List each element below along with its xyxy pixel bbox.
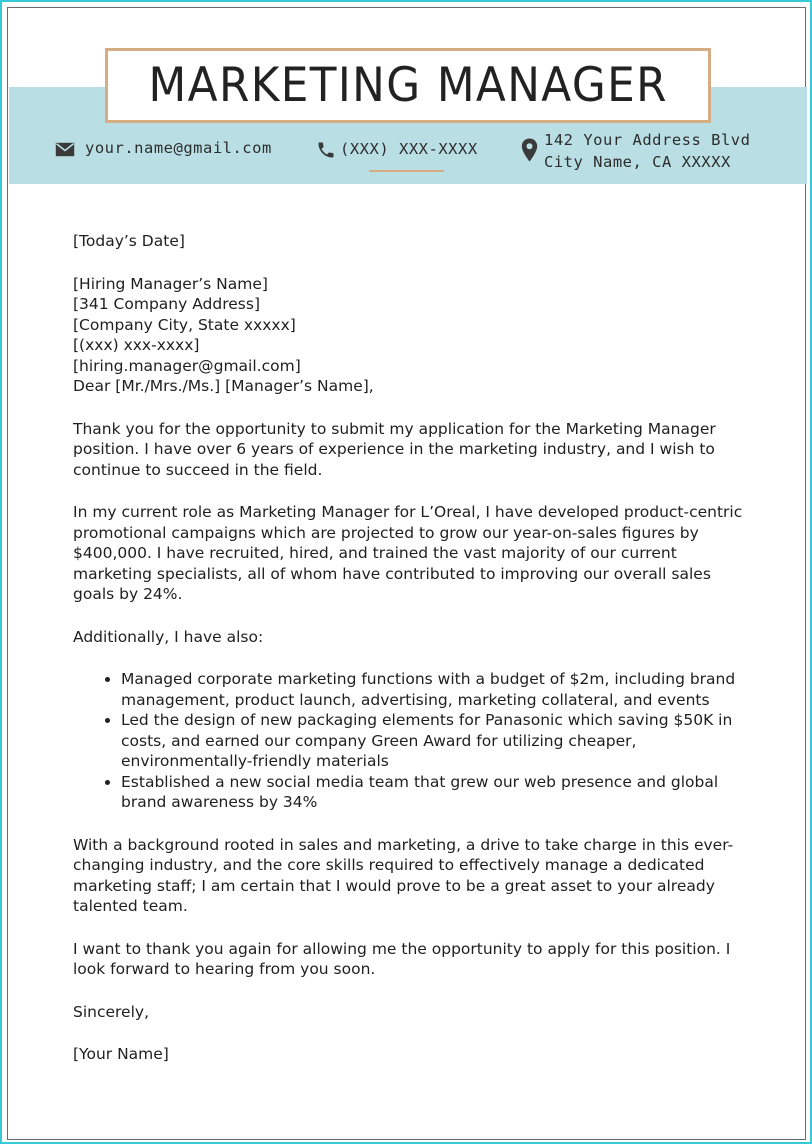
signature: [Your Name] (73, 1045, 169, 1063)
envelope-icon (55, 142, 75, 157)
contact-address-line1: 142 Your Address Blvd (544, 131, 751, 149)
paragraph-intro: Thank you for the opportunity to submit my application for the Marketing Manager position. I have over 6 years of experience in the marketing industry, and I wish to continue to succeed in the field. (73, 419, 716, 479)
list-item: • Led the design of new packaging elements for Panasonic which saving $50K in costs, and earned our company Green Award for utilizing cheaper, environmentally-friendly materials (121, 710, 753, 772)
location-pin-icon (521, 138, 538, 162)
contact-email: your.name@gmail.com (85, 139, 272, 157)
contact-address-line2: City Name, CA XXXXX (544, 153, 731, 171)
page-title: MARKETING MANAGER (148, 58, 668, 113)
achievement-list (73, 669, 753, 813)
recipient-email: [hiring.manager@gmail.com] (73, 356, 301, 375)
paragraph-thanks: I want to thank you again for allowing me the opportunity to apply for this position. I look forward to hearing from you soon. (73, 939, 731, 978)
paragraph-additionally: Additionally, I have also: (73, 627, 264, 646)
salutation: Dear [Mr./Mrs./Ms.] [Manager’s Name], (73, 377, 374, 395)
recipient-phone: [(xxx) xxx-xxxx] (73, 336, 200, 354)
phone-icon (316, 140, 336, 160)
list-item: • Established a new social media team that grew our web presence and global brand awareness by 34% (121, 772, 753, 813)
title-box (105, 48, 711, 123)
recipient-city: [Company City, State xxxxx] (73, 315, 296, 334)
closing: Sincerely, (73, 1002, 150, 1021)
recipient-name: [Hiring Manager’s Name] (73, 274, 268, 293)
accent-divider (369, 170, 444, 172)
list-item: • Managed corporate marketing functions with a budget of $2m, including brand management, product launch, advertising, marketing collateral, and events (121, 669, 753, 710)
recipient-address: [341 Company Address] (73, 295, 260, 313)
paragraph-background: With a background rooted in sales and marketing, a drive to take charge in this ever-changing industry, and the core skills required to effectively manage a dedicated marketing staff; I am certain that I would prove to be a great asset to your already talented team. (73, 835, 734, 915)
contact-phone: (XXX) XXX-XXXX (340, 140, 478, 158)
letter-date: [Today’s Date] (73, 232, 185, 250)
paragraph-current-role: In my current role as Marketing Manager for L’Oreal, I have developed product-centric promotional campaigns which are projected to grow our year-on-sales figures by $400,000. I have recruited, hired, and trained the vast majority of our current marketing specialists, all of whom have contributed to improving our overall sales goals by 24%. (73, 503, 743, 603)
letter-body (73, 231, 753, 1087)
